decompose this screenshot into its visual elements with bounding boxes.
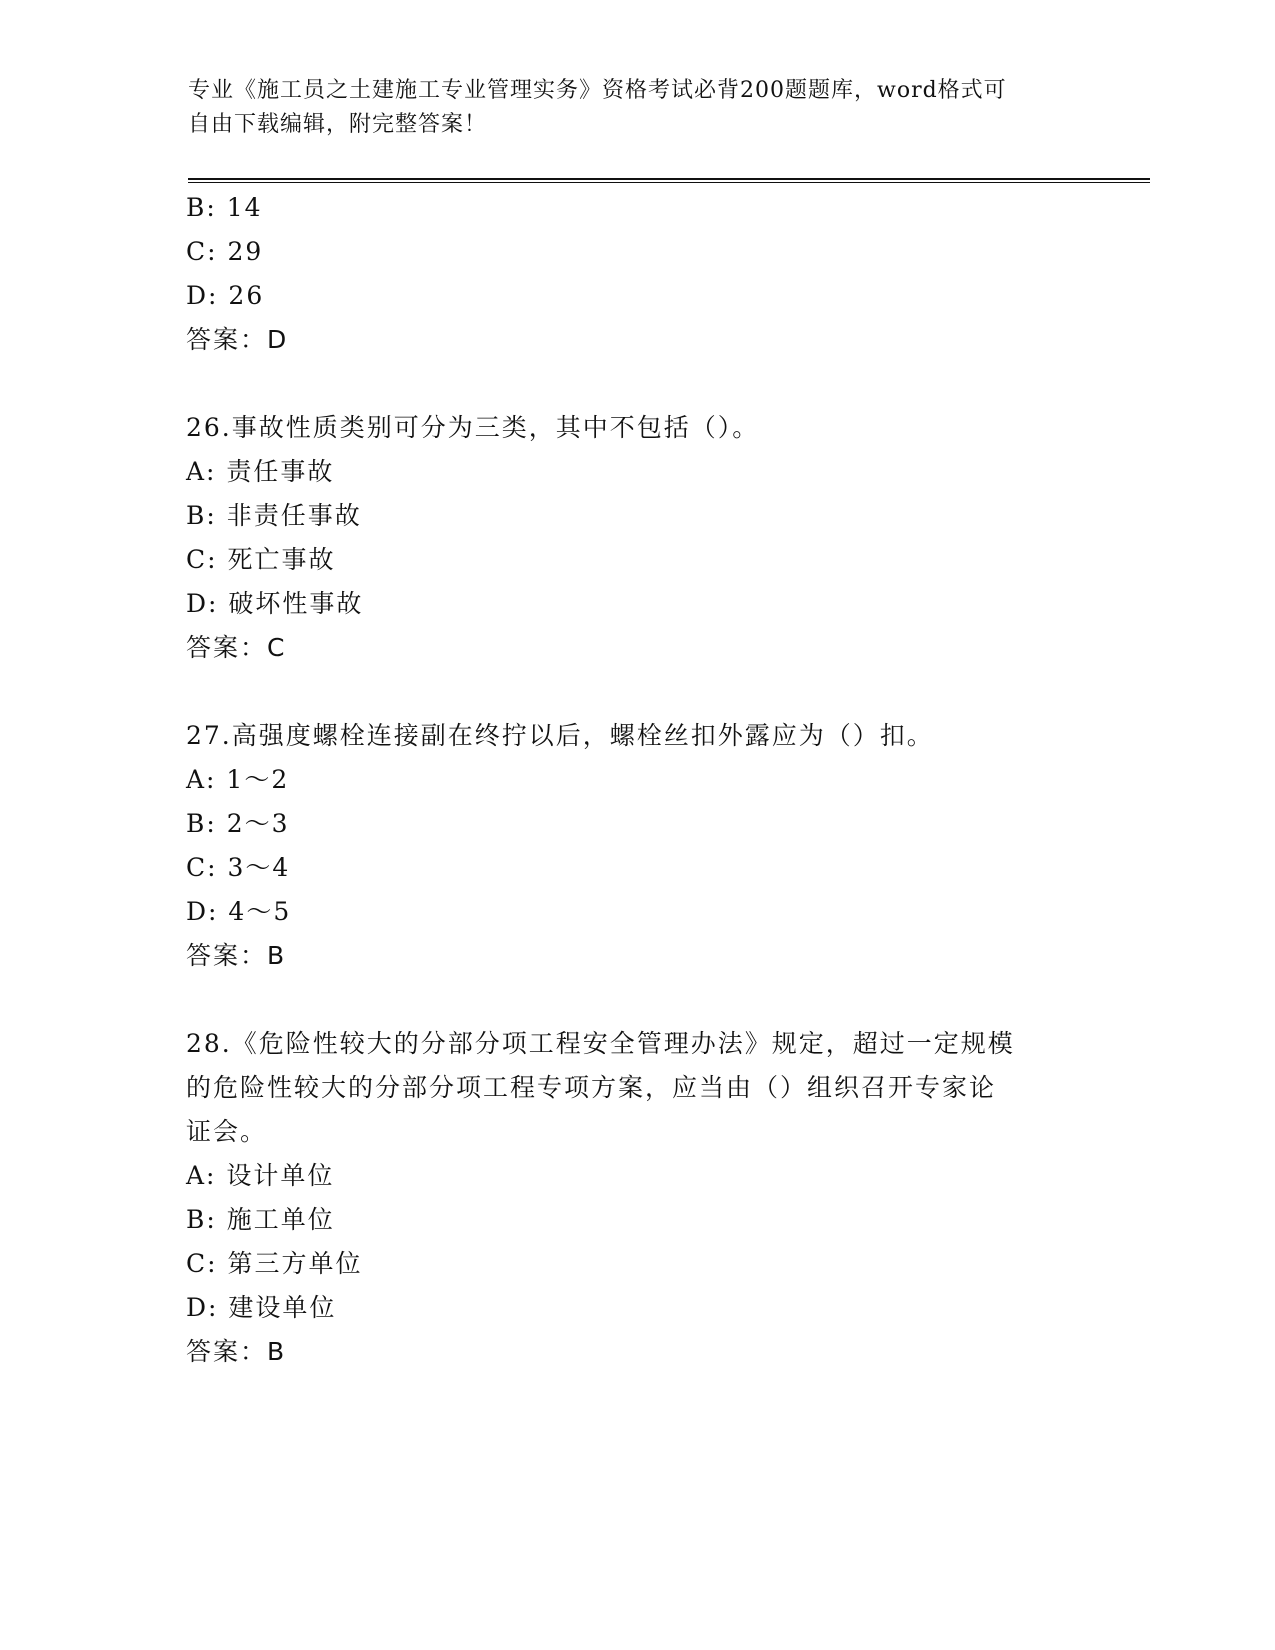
header-rule-thick xyxy=(188,178,1150,180)
q27-option-b: B: 2～3 xyxy=(186,809,290,838)
q25-option-d: D: 26 xyxy=(186,281,265,310)
q26-option-a: A: 责任事故 xyxy=(186,457,335,486)
q26-option-d: D: 破坏性事故 xyxy=(186,589,364,618)
q28-stem-line-2: 的危险性较大的分部分项工程专项方案，应当由（）组织召开专家论 xyxy=(186,1073,997,1102)
q25-answer: 答案：D xyxy=(186,325,289,354)
q28-option-c: C: 第三方单位 xyxy=(186,1249,363,1278)
q27-stem: 27.高强度螺栓连接副在终拧以后，螺栓丝扣外露应为（）扣。 xyxy=(186,721,934,750)
q27-answer: 答案：B xyxy=(186,941,287,970)
q28-option-b: B: 施工单位 xyxy=(186,1205,335,1234)
q26-stem: 26.事故性质类别可分为三类，其中不包括（）。 xyxy=(186,413,760,442)
q26-option-c: C: 死亡事故 xyxy=(186,545,336,574)
q27-option-d: D: 4～5 xyxy=(186,897,292,926)
header-line-1: 专业《施工员之土建施工专业管理实务》资格考试必背200题题库，word格式可 xyxy=(188,78,1007,103)
document-header xyxy=(188,74,1088,142)
q25-option-b: B: 14 xyxy=(186,193,263,222)
q28-stem-line-1: 28.《危险性较大的分部分项工程安全管理办法》规定，超过一定规模 xyxy=(186,1029,1015,1058)
q28-option-d: D: 建设单位 xyxy=(186,1293,337,1322)
q28-stem-line-3: 证会。 xyxy=(186,1117,268,1146)
q26-option-b: B: 非责任事故 xyxy=(186,501,362,530)
header-rule-thin xyxy=(188,182,1150,183)
q27-option-c: C: 3～4 xyxy=(186,853,291,882)
header-line-2: 自由下载编辑，附完整答案！ xyxy=(188,112,488,137)
q28-answer: 答案：B xyxy=(186,1337,287,1366)
q28-option-a: A: 设计单位 xyxy=(186,1161,335,1190)
q26-answer: 答案：C xyxy=(186,633,287,662)
q27-option-a: A: 1～2 xyxy=(186,765,290,794)
q25-option-c: C: 29 xyxy=(186,237,264,266)
